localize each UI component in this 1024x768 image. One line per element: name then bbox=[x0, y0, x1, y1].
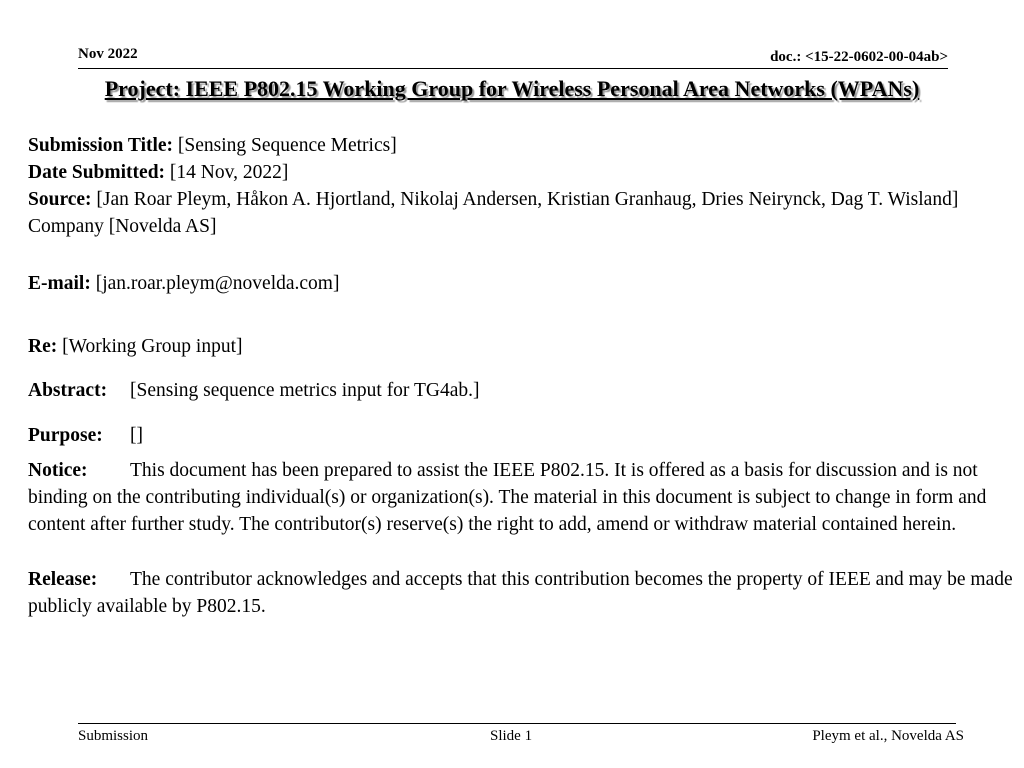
notice-paragraph bbox=[28, 457, 1018, 538]
source-line bbox=[28, 186, 1018, 240]
footer-slide-number: Slide 1 bbox=[490, 728, 533, 744]
release-value: The contributor acknowledges and accepts that this contribution becomes the property of IEEE and may be made publicly available by P802.15. bbox=[28, 569, 1013, 617]
footer-divider bbox=[78, 723, 956, 724]
abstract-line bbox=[28, 377, 1018, 404]
date-submitted-value: [14 Nov, 2022] bbox=[169, 162, 289, 183]
header-divider bbox=[78, 68, 948, 69]
email-label: E-mail: bbox=[28, 273, 91, 294]
abstract-value: [Sensing sequence metrics input for TG4ab.] bbox=[130, 380, 480, 401]
email-value: [jan.roar.pleym@novelda.com] bbox=[95, 273, 340, 294]
re-line bbox=[28, 333, 1018, 360]
abstract-label: Abstract: bbox=[28, 380, 108, 401]
header-doc-id: doc.: <15-22-0602-00-04ab> bbox=[770, 49, 948, 65]
footer-author: Pleym et al., Novelda AS bbox=[812, 728, 964, 744]
source-value: [Jan Roar Pleym, Håkon A. Hjortland, Nikolaj Andersen, Kristian Granhaug, Dries Neirynck, Dag T. Wisland] Company [Novelda AS] bbox=[28, 189, 959, 237]
release-label: Release: bbox=[28, 569, 98, 590]
source-label: Source: bbox=[28, 189, 92, 210]
submission-block bbox=[28, 132, 1018, 240]
submission-title-line bbox=[28, 132, 1018, 159]
notice-value: This document has been prepared to assist the IEEE P802.15. It is offered as a basis for discussion and is not binding on the contributing individual(s) or organization(s). The material in this document is subject to change in form and content after further study. The contributor(s) reserve(s) the right to add, amend or withdraw material contained herein. bbox=[28, 460, 987, 535]
date-submitted-line bbox=[28, 159, 1018, 186]
re-value: [Working Group input] bbox=[62, 336, 243, 357]
purpose-label: Purpose: bbox=[28, 425, 103, 446]
purpose-value: [] bbox=[130, 425, 143, 446]
footer-submission: Submission bbox=[78, 728, 149, 744]
project-title: Project: IEEE P802.15 Working Group for Wireless Personal Area Networks (WPANs) bbox=[104, 76, 920, 101]
purpose-line bbox=[28, 422, 1018, 449]
release-paragraph bbox=[28, 566, 1018, 620]
notice-label: Notice: bbox=[28, 460, 88, 481]
re-label: Re: bbox=[28, 336, 58, 357]
email-line bbox=[28, 270, 1018, 297]
submission-title-value: [Sensing Sequence Metrics] bbox=[177, 135, 397, 156]
date-submitted-label: Date Submitted: bbox=[28, 162, 166, 183]
header-date: Nov 2022 bbox=[78, 46, 138, 62]
submission-title-label: Submission Title: bbox=[28, 135, 174, 156]
